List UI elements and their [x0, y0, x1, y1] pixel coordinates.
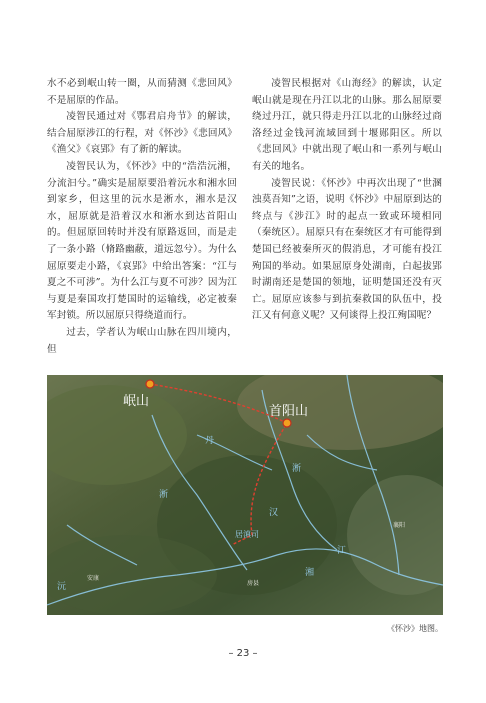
- paragraph: 凌智民根据对《山海经》的解读，认定岷山就是现在丹江以北的山脉。那么屈原要绕过丹江，就只得走丹江以北的山脉经过商洛经过金钱河流域回到十堰郧阳区。所以《悲回风》中就出现了岷山和一系列与岷山有关的地名。: [252, 78, 442, 172]
- map-label-juyeji: 居滇司: [235, 530, 259, 539]
- shouyangshan-marker: [283, 419, 291, 427]
- map-label-minshan: 岷山: [123, 394, 150, 409]
- map-label-dan: 丹: [205, 436, 215, 446]
- paragraph: 凌智民认为，《怀沙》中的“浩浩沅湘，分流汩兮。”确实是屈原要沿着沅水和湘水回到家乡，但这里的沅水是淅水，湘水是汉水，屈原就是沿着汉水和淅水到达首阳山的。但屈原回转时并没有原路返回，而是走了一条小路（脩路幽蔽，道远忽兮）。为什么屈原要走小路，《哀郢》中给出答案：“江与夏之不可涉”。为什么江与夏不可涉？因为江与夏是秦国攻打楚国时的运输线，必定被秦军封锁。所以屈原只得绕道而行。: [47, 160, 237, 322]
- map-label-zhe: 淅: [292, 464, 302, 474]
- paragraph: 过去，学者认为岷山山脉在四川境内，但: [47, 326, 237, 355]
- map-label-han: 汉: [269, 508, 279, 518]
- satellite-map: [47, 375, 443, 615]
- map-label-yuan: 沅: [57, 582, 67, 592]
- paragraph: 凌智民说：《怀沙》中再次出现了“世溷浊莫吾知”之语，说明《怀沙》中屈原到达的终点与《涉江》时的起点一致或环境相同（秦统区）。屈原只有在秦统区才有可能得到楚国已经被秦所灭的假消息，才可能有投江殉国的举动。如果屈原身处湖南，白起拔郢时湖南还是楚国的领地，证明楚国还没有灭亡。屈原应该参与到抗秦救国的队伍中，投江又有何意义呢？又何谈得上投江殉国呢？: [252, 177, 442, 322]
- paragraph: 凌智民通过对《鄂君启舟节》的解读，结合屈原涉江的行程，对《怀沙》《悲回风》《渔父》《哀郢》有了新的解读。: [47, 111, 237, 156]
- map-label-xi: 淅: [159, 490, 169, 500]
- map-label-ankang: 安康: [87, 575, 100, 582]
- paragraph: 水不必到岷山转一圈，从而猜测《悲回风》不是屈原的作品。: [47, 78, 237, 106]
- map-label-xiang: 湘: [305, 568, 315, 578]
- page-number: – 23 –: [228, 648, 258, 659]
- map-label-xiangyang: 襄阳: [393, 522, 406, 529]
- map-caption: 《怀沙》地图。: [387, 624, 443, 633]
- map-graphic: [47, 375, 443, 615]
- right-column: [252, 76, 442, 325]
- map-label-fangxian: 房县: [247, 580, 260, 587]
- minshan-marker: [146, 380, 154, 388]
- map-label-jiang: 江: [337, 546, 347, 556]
- left-column: [47, 76, 237, 358]
- map-label-shouyangshan: 首阳山: [269, 404, 309, 419]
